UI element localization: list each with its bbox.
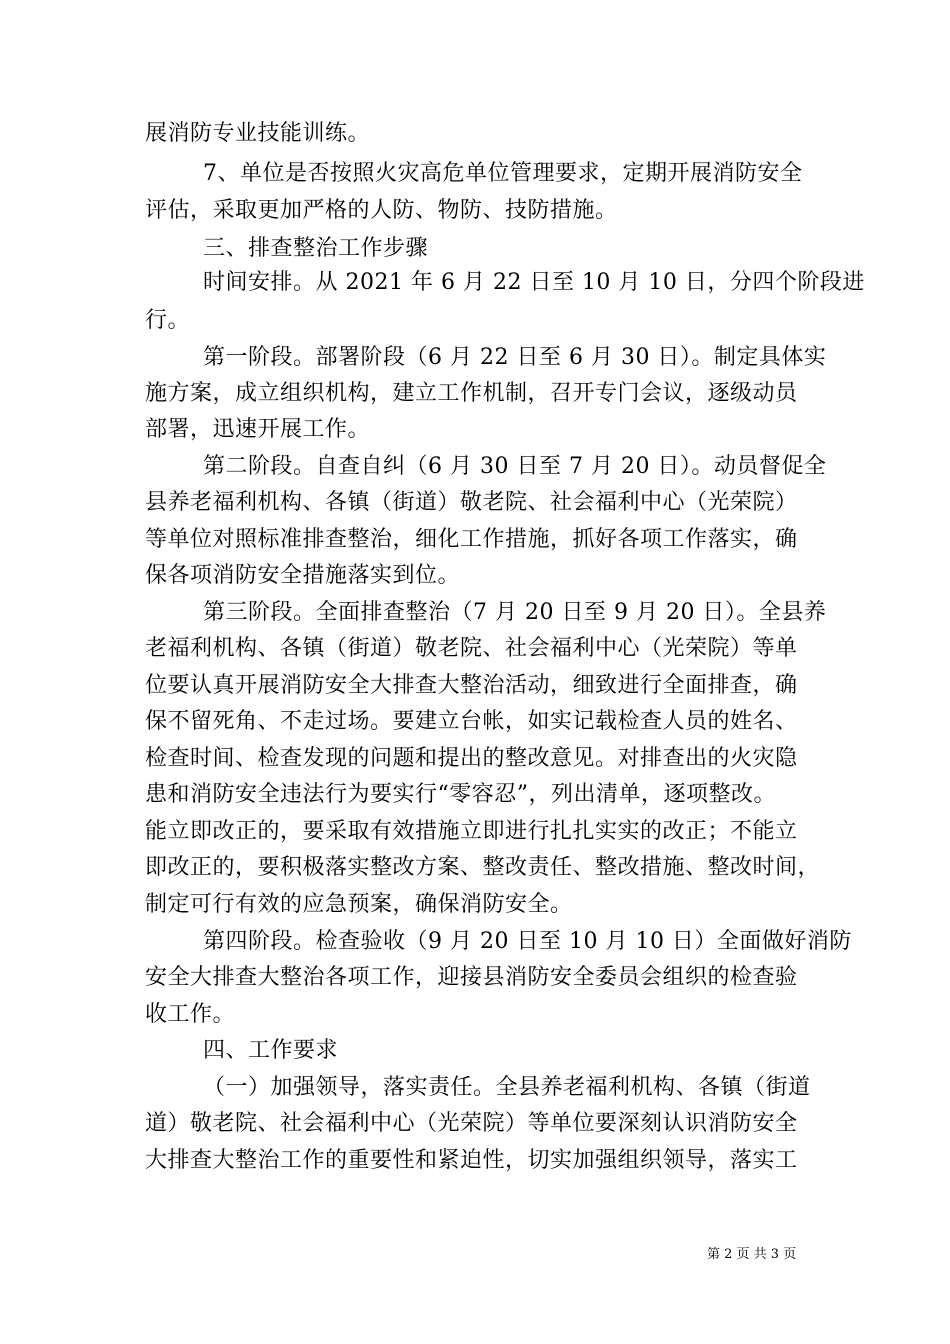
text-line: 即改正的，要积极落实整改方案、整改责任、整改措施、整改时间，	[145, 855, 821, 880]
text-line: 老福利机构、各镇（街道）敬老院、社会福利中心（光荣院）等单	[145, 636, 798, 661]
text-line: （一）加强领导，落实责任。全县养老福利机构、各镇（街道	[203, 1075, 811, 1100]
text-line: 评估，采取更加严格的人防、物防、技防措施。	[145, 198, 618, 223]
text-line: 第三阶段。全面排查整治（7 月 20 日至 9 月 20 日）。全县养	[203, 600, 827, 625]
page-number-footer: 第 2 页 共 3 页	[707, 1247, 797, 1262]
text-line: 保各项消防安全措施落实到位。	[145, 563, 461, 588]
text-line: 安全大排查大整治各项工作，迎接县消防安全委员会组织的检查验	[145, 965, 798, 990]
text-line: 能立即改正的，要采取有效措施立即进行扎扎实实的改正；不能立	[145, 819, 798, 844]
section-heading: 四、工作要求	[203, 1038, 339, 1063]
text-line: 制定可行有效的应急预案，确保消防安全。	[145, 892, 573, 917]
text-line: 第一阶段。部署阶段（6 月 22 日至 6 月 30 日）。制定具体实	[203, 345, 827, 370]
text-line: 县养老福利机构、各镇（街道）敬老院、社会福利中心（光荣院）	[145, 490, 798, 515]
text-line: 大排查大整治工作的重要性和紧迫性，切实加强组织领导，落实工	[145, 1148, 798, 1173]
text-line: 施方案，成立组织机构，建立工作机制，召开专门会议，逐级动员	[145, 381, 798, 406]
text-line: 收工作。	[145, 1002, 236, 1027]
text-line: 检查时间、检查发现的问题和提出的整改意见。对排查出的火灾隐	[145, 746, 798, 771]
text-line: 7、单位是否按照火灾高危单位管理要求，定期开展消防安全	[203, 161, 803, 186]
text-line: 第四阶段。检查验收（9 月 20 日至 10 月 10 日）全面做好消防	[203, 929, 852, 954]
text-line: 道）敬老院、社会福利中心（光荣院）等单位要深刻认识消防安全	[145, 1111, 798, 1136]
text-line: 时间安排。从 2021 年 6 月 22 日至 10 月 10 日，分四个阶段进	[203, 270, 865, 295]
text-line: 第二阶段。自查自纠（6 月 30 日至 7 月 20 日）。动员督促全	[203, 454, 827, 479]
text-line: 行。	[145, 308, 191, 333]
text-line: 等单位对照标准排查整治，细化工作措施，抓好各项工作落实，确	[145, 527, 798, 552]
text-line: 部署，迅速开展工作。	[145, 417, 371, 442]
section-heading: 三、排查整治工作步骤	[203, 236, 429, 261]
text-line: 展消防专业技能训练。	[145, 121, 371, 146]
text-line: 患和消防安全违法行为要实行“零容忍”，列出清单，逐项整改。	[145, 782, 776, 807]
text-line: 保不留死角、不走过场。要建立台帐，如实记载检查人员的姓名、	[145, 709, 798, 734]
text-line: 位要认真开展消防安全大排查大整治活动，细致进行全面排查，确	[145, 673, 798, 698]
